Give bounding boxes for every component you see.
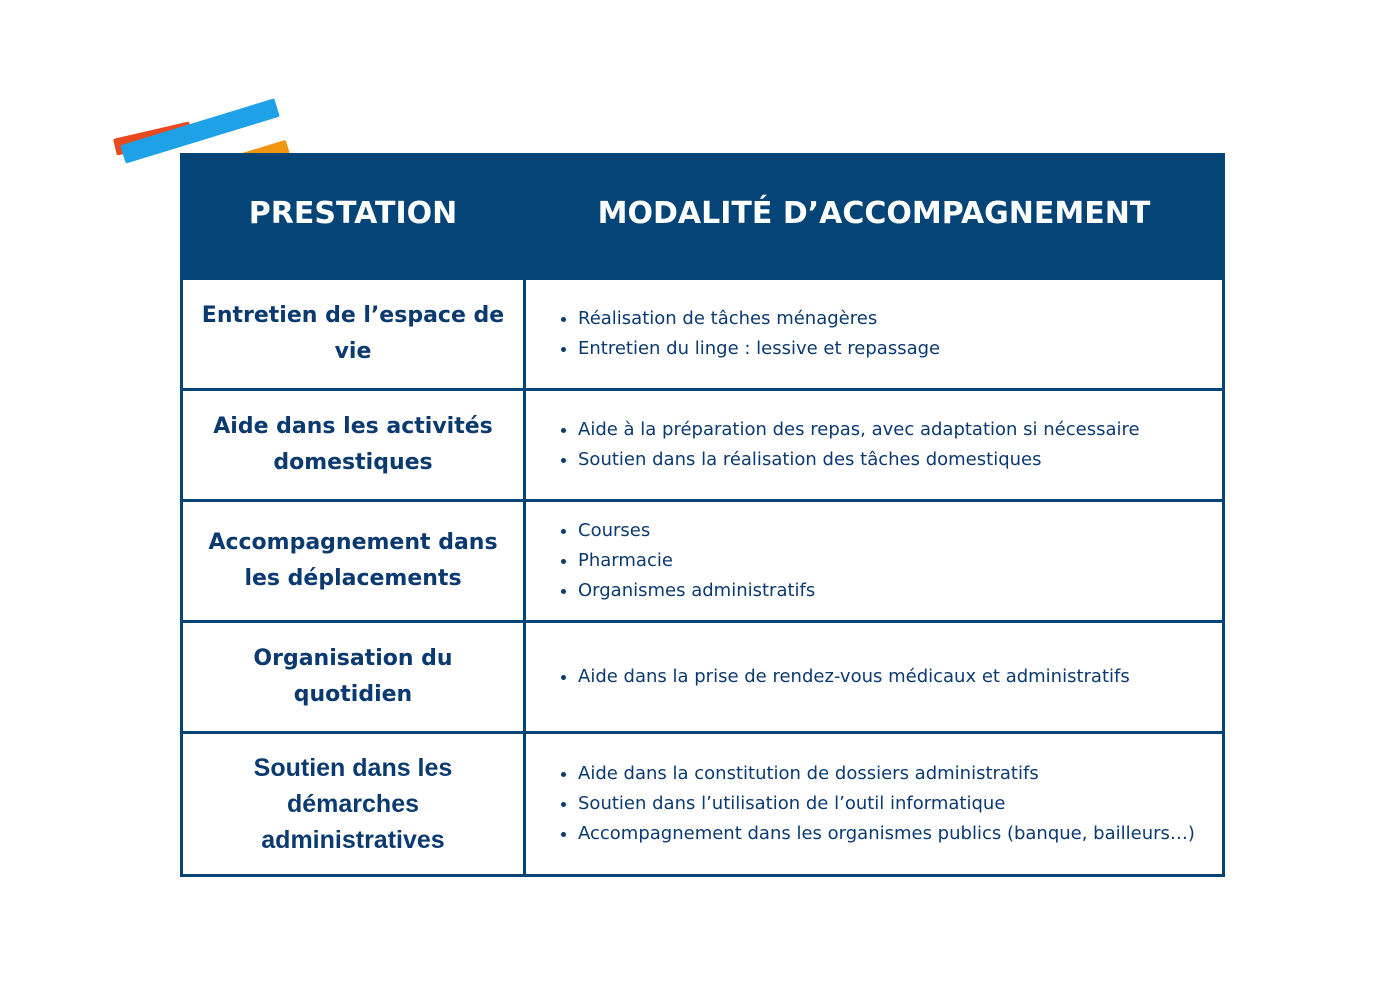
- table-row: [182, 622, 1224, 733]
- list-item: • Réalisation de tâches ménagères: [578, 304, 1222, 334]
- table-body: [182, 279, 1224, 876]
- prestation-cell: Aide dans les activités domestiques: [182, 390, 525, 501]
- prestation-cell: Accompagnement dans les déplacements: [182, 501, 525, 622]
- services-table-container: [180, 153, 1222, 877]
- modalite-list: [556, 516, 1222, 606]
- prestation-cell: Soutien dans les démarches administratives: [182, 733, 525, 876]
- list-item: • Accompagnement dans les organismes publics (banque, bailleurs…): [578, 819, 1222, 849]
- header-row: [182, 155, 1224, 279]
- list-item: • Aide dans la constitution de dossiers administratifs: [578, 759, 1222, 789]
- modalite-list: [556, 662, 1222, 692]
- modalite-list: [556, 304, 1222, 364]
- modalite-list: [556, 759, 1222, 849]
- list-item: • Pharmacie: [578, 546, 1222, 576]
- list-item: • Courses: [578, 516, 1222, 546]
- services-table: [180, 153, 1225, 877]
- table-row: [182, 390, 1224, 501]
- prestation-cell: Organisation du quotidien: [182, 622, 525, 733]
- list-item: • Entretien du linge : lessive et repassage: [578, 334, 1222, 364]
- table-row: [182, 733, 1224, 876]
- prestation-cell: Entretien de l’espace de vie: [182, 279, 525, 390]
- list-item: • Soutien dans la réalisation des tâches domestiques: [578, 445, 1222, 475]
- modalite-cell: [525, 279, 1224, 390]
- header-modalite: MODALITÉ D’ACCOMPAGNEMENT: [525, 155, 1224, 279]
- header-prestation: PRESTATION: [182, 155, 525, 279]
- list-item: • Aide à la préparation des repas, avec adaptation si nécessaire: [578, 415, 1222, 445]
- list-item: • Soutien dans l’utilisation de l’outil informatique: [578, 789, 1222, 819]
- table-header: [182, 155, 1224, 279]
- modalite-cell: [525, 390, 1224, 501]
- modalite-cell: [525, 733, 1224, 876]
- list-item: • Organismes administratifs: [578, 576, 1222, 606]
- list-item: • Aide dans la prise de rendez-vous médicaux et administratifs: [578, 662, 1222, 692]
- table-row: [182, 279, 1224, 390]
- table-row: [182, 501, 1224, 622]
- modalite-list: [556, 415, 1222, 475]
- modalite-cell: [525, 501, 1224, 622]
- modalite-cell: [525, 622, 1224, 733]
